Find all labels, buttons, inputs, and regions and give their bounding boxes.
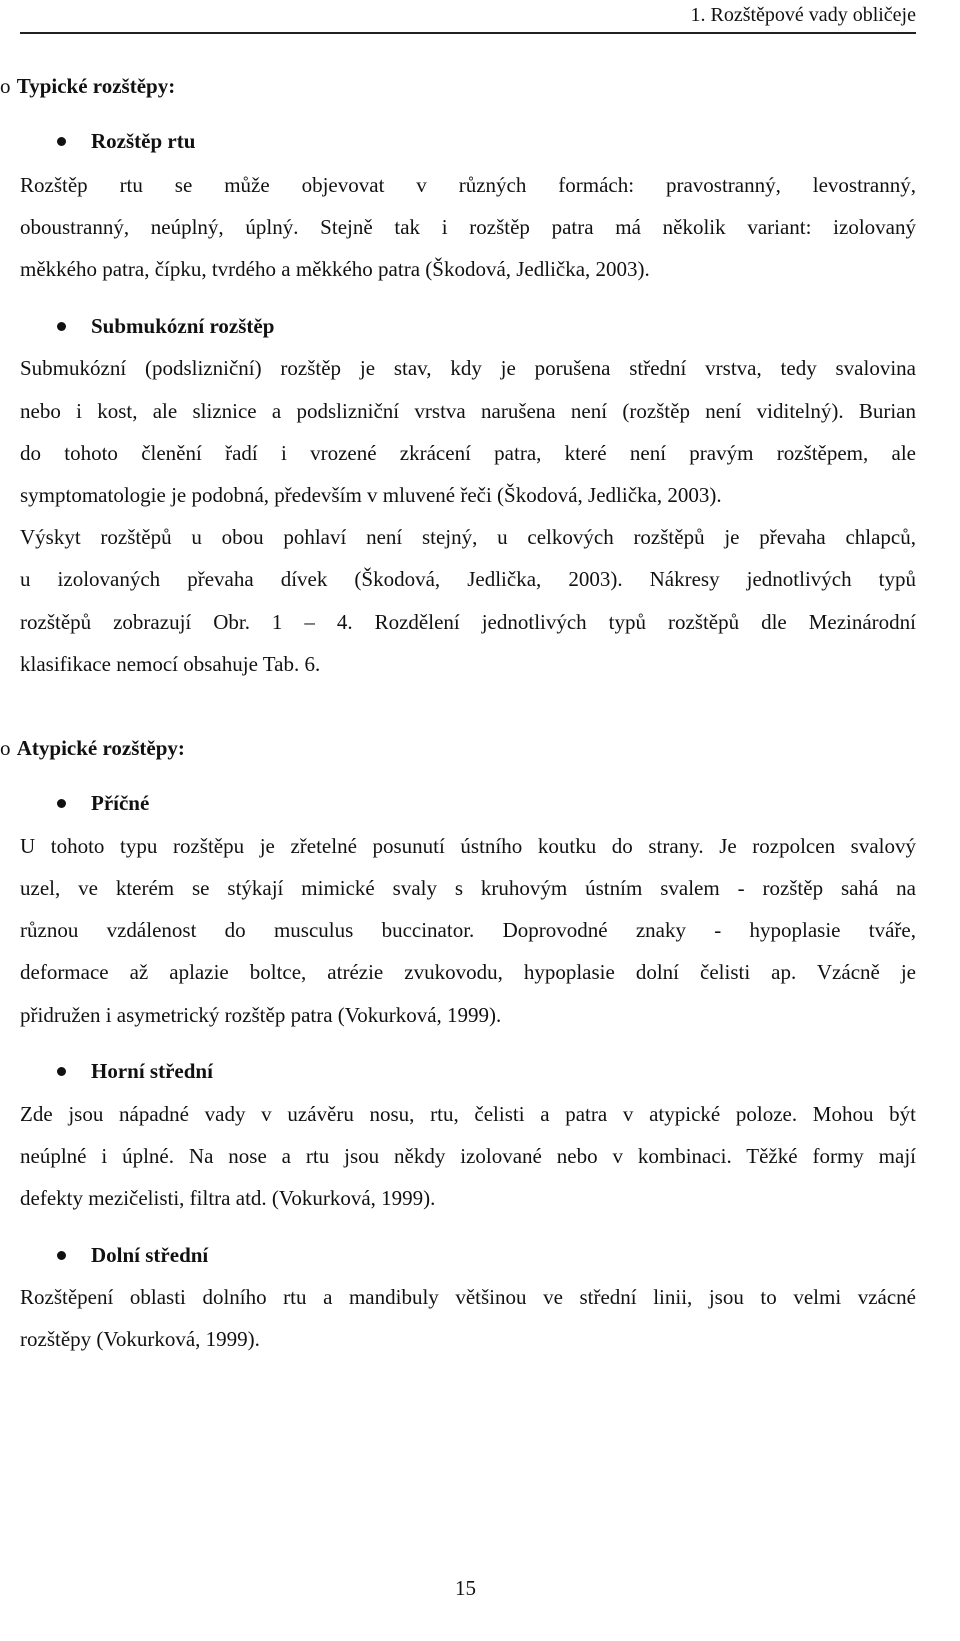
- subsection-title: Příčné: [91, 791, 150, 815]
- text-line: přidružen i asymetrický rozštěp patra (Vokurková, 1999).: [20, 1003, 502, 1027]
- text-line: klasifikace nemocí obsahuje Tab. 6.: [20, 652, 321, 676]
- text-line: Zde jsou nápadné vady v uzávěru nosu, rtu, čelisti a patra v atypické poloze. Mohou být: [20, 1102, 916, 1126]
- text-line: Rozštěp rtu se může objevovat v různých formách: pravostranný, levostranný,: [20, 173, 916, 197]
- text-line: různou vzdálenost do musculus buccinator. Doprovodné znaky - hypoplasie tváře,: [20, 918, 916, 942]
- text-line: nebo i kost, ale sliznice a podslizniční vrstva narušena není (rozštěp není viditelný). Burian: [20, 399, 916, 423]
- text-line: symptomatologie je podobná, především v mluvené řeči (Škodová, Jedlička, 2003).: [20, 483, 722, 507]
- section-title: Atypické rozštěpy:: [16, 736, 185, 760]
- text-line: Výskyt rozštěpů u obou pohlaví není stejný, u celkových rozštěpů je převaha chlapců,: [20, 525, 916, 549]
- text-line: neúplné i úplné. Na nose a rtu jsou někdy izolované nebo v kombinaci. Těžké formy mají: [20, 1144, 916, 1168]
- subsection-title: Rozštěp rtu: [91, 129, 196, 153]
- section-marker: o: [0, 736, 11, 760]
- bullet-icon: [57, 137, 66, 146]
- running-title: 1. Rozštěpové vady obličeje: [690, 4, 916, 26]
- text-line: uzel, ve kterém se stýkají mimické svaly s kruhovým ústním svalem - rozštěp sahá na: [20, 876, 916, 900]
- section-title: Typické rozštěpy:: [16, 74, 176, 98]
- page-number: 15: [455, 1576, 476, 1600]
- text-line: defekty mezičelisti, filtra atd. (Vokurková, 1999).: [20, 1186, 436, 1210]
- page-header: [20, 0, 916, 34]
- text-line: u izolovaných převaha dívek (Škodová, Jedlička, 2003). Nákresy jednotlivých typů: [20, 567, 916, 591]
- text-line: Rozštěpení oblasti dolního rtu a mandibuly většinou ve střední linii, jsou to velmi vzácné: [20, 1285, 916, 1309]
- subsection-title: Submukózní rozštěp: [91, 314, 275, 338]
- section-marker: o: [0, 74, 11, 98]
- text-line: měkkého patra, čípku, tvrdého a měkkého patra (Škodová, Jedlička, 2003).: [20, 257, 650, 281]
- section-heading-typical: [0, 74, 175, 98]
- subsection-title: Dolní střední: [91, 1243, 209, 1267]
- text-line: do tohoto členění řadí i vrozené zkrácení patra, které není pravým rozštěpem, ale: [20, 441, 916, 465]
- bullet-icon: [57, 1067, 66, 1076]
- text-line: rozštěpy (Vokurková, 1999).: [20, 1327, 260, 1351]
- text-line: oboustranný, neúplný, úplný. Stejně tak i rozštěp patra má několik variant: izolovaný: [20, 215, 916, 239]
- section-heading-atypical: [0, 736, 185, 760]
- subsection-title: Horní střední: [91, 1059, 213, 1083]
- bullet-icon: [57, 1251, 66, 1260]
- text-line: Submukózní (podslizniční) rozštěp je stav, kdy je porušena střední vrstva, tedy svalovina: [20, 356, 916, 380]
- text-line: U tohoto typu rozštěpu je zřetelné posunutí ústního koutku do strany. Je rozpolcen svalový: [20, 834, 916, 858]
- text-line: rozštěpů zobrazují Obr. 1 – 4. Rozdělení jednotlivých typů rozštěpů dle Mezinárodní: [20, 610, 916, 634]
- bullet-icon: [57, 799, 66, 808]
- bullet-icon: [57, 322, 66, 331]
- text-line: deformace až aplazie boltce, atrézie zvukovodu, hypoplasie dolní čelisti ap. Vzácně je: [20, 960, 916, 984]
